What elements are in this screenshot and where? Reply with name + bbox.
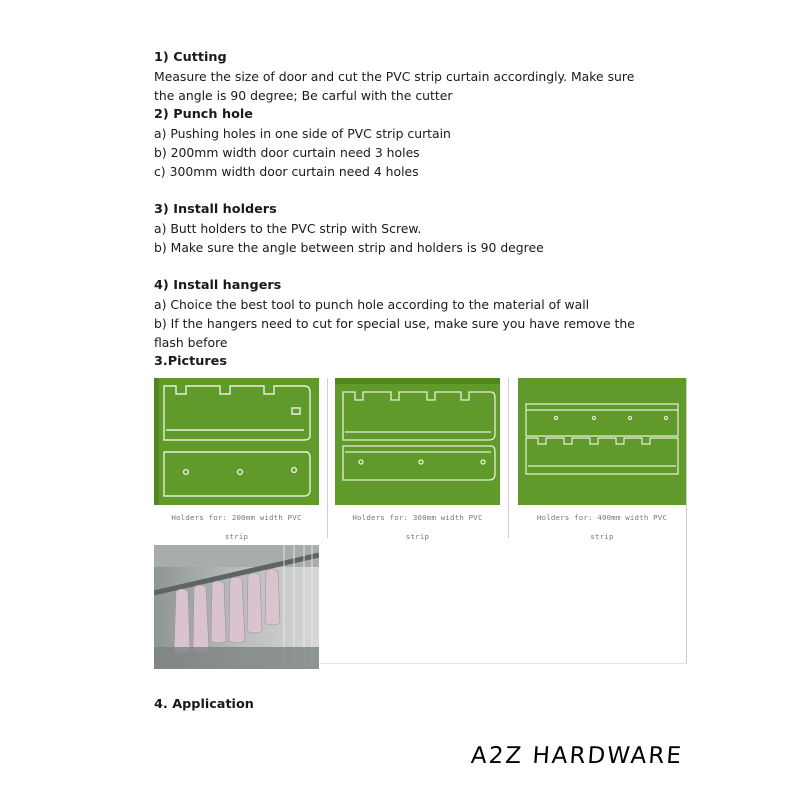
caption-line: strip <box>590 532 614 541</box>
punch-hole-item: b) 200mm width door curtain need 3 holes <box>154 145 420 160</box>
table-divider <box>327 378 328 538</box>
cutting-heading: 1) Cutting <box>154 50 227 65</box>
caption-line: Holders for: 200mm width PVC <box>171 513 302 522</box>
install-holders-heading: 3) Install holders <box>154 202 277 217</box>
caption-line: Holders for: 400mm width PVC <box>536 513 668 522</box>
table-divider <box>508 378 509 538</box>
application-heading: 4. Application <box>154 697 254 712</box>
cutting-text-line-2: the angle is 90 degree; Be carful with the cutter <box>154 88 453 103</box>
holder-200mm-caption <box>154 507 319 548</box>
pictures-heading: 3.Pictures <box>154 354 227 369</box>
strip-curtain-photo <box>154 545 319 669</box>
holder-300mm-diagram <box>335 378 500 505</box>
table-divider <box>686 378 687 664</box>
cutting-text-line-1: Measure the size of door and cut the PVC strip curtain accordingly. Make sure <box>154 69 635 84</box>
install-hangers-item: b) If the hangers need to cut for special use, make sure you have remove the <box>154 316 635 331</box>
holder-200mm-diagram <box>154 378 319 505</box>
punch-hole-item: c) 300mm width door curtain need 4 holes <box>154 164 419 179</box>
install-hangers-item: flash before <box>154 335 228 350</box>
holder-400mm-diagram <box>518 378 686 505</box>
punch-hole-item: a) Pushing holes in one side of PVC strip curtain <box>154 126 451 141</box>
instructions-text <box>154 48 714 371</box>
install-hangers-heading: 4) Install hangers <box>154 278 282 293</box>
install-hangers-item: a) Choice the best tool to punch hole according to the material of wall <box>154 297 590 312</box>
holder-300mm-caption <box>335 507 500 548</box>
install-holders-item: b) Make sure the angle between strip and holders is 90 degree <box>154 240 544 255</box>
caption-line: strip <box>405 532 430 541</box>
holder-400mm-caption <box>518 507 686 548</box>
caption-line: Holders for: 300mm width PVC <box>352 513 483 522</box>
punch-hole-heading: 2) Punch hole <box>154 107 253 122</box>
install-holders-item: a) Butt holders to the PVC strip with Screw. <box>154 221 422 236</box>
brand-watermark: A2Z HARDWARE <box>470 743 684 769</box>
caption-line: strip <box>224 532 249 541</box>
